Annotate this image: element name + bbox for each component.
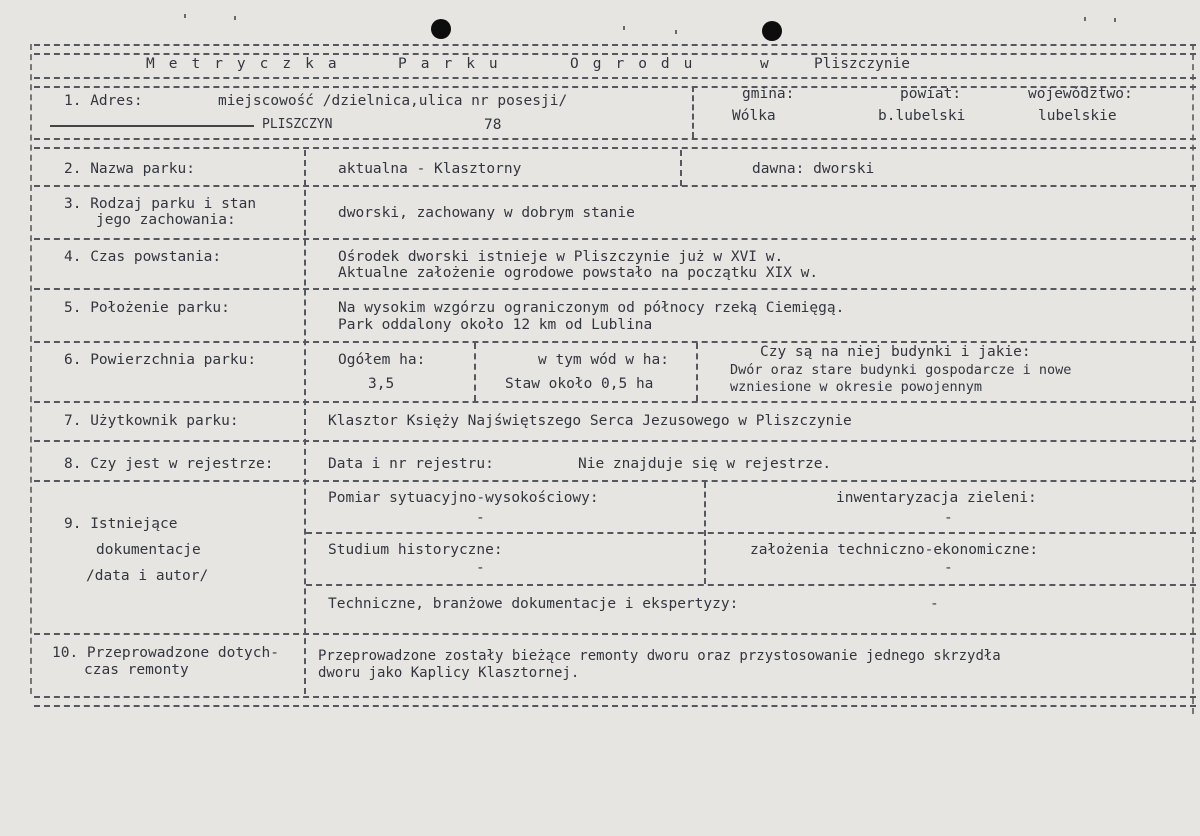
rule-row6: [34, 401, 1196, 403]
title-word-2: Parku: [398, 56, 512, 72]
r2-label: 2. Nazwa parku:: [64, 161, 195, 177]
r1-label: 1. Adres:: [64, 93, 143, 109]
r6-water-value: Staw około 0,5 ha: [505, 376, 654, 392]
title-word-1: Metryczka: [146, 56, 351, 72]
speck: [1084, 17, 1086, 21]
col-rule-r6a: [474, 343, 476, 401]
r9-pomiar-value: -: [476, 510, 485, 526]
rule-row9: [34, 633, 1196, 635]
rule-row5: [34, 341, 1196, 343]
rule-row9-b: [306, 584, 1196, 586]
r10-label-2: czas remonty: [84, 662, 189, 678]
r5-label: 5. Położenie parku:: [64, 300, 230, 316]
r9-label-2: dokumentacje: [96, 542, 201, 558]
left-margin-marks: [30, 44, 32, 694]
r7-label: 7. Użytkownik parku:: [64, 413, 239, 429]
rule-row2: [34, 185, 1196, 187]
r4-line-1: Ośrodek dworski istnieje w Pliszczynie już w XVI w.: [338, 249, 784, 265]
speck: [1114, 18, 1116, 22]
r9-techniczne-value: -: [930, 596, 939, 612]
r6-buildings-line-1: Dwór oraz stare budynki gospodarcze i nowe: [730, 362, 1072, 378]
r5-line-1: Na wysokim wzgórzu ograniczonym od północy rzeką Ciemięgą.: [338, 300, 845, 316]
r9-inwentaryzacja-value: -: [944, 510, 953, 526]
r9-zalozenia-label: założenia techniczno-ekonomiczne:: [750, 542, 1039, 558]
r3-label-1: 3. Rodzaj parku i stan: [64, 196, 257, 212]
col-rule-r1: [692, 86, 694, 138]
speck: [234, 16, 236, 20]
r1-address-number: 78: [484, 117, 502, 133]
rule-title: [34, 77, 1196, 88]
title-word-3: Ogrodu: [570, 56, 707, 72]
r8-registry-label: Data i nr rejestru:: [328, 456, 494, 472]
rule-row8: [34, 480, 1196, 482]
rule-row9-a: [306, 532, 1196, 534]
r1-gmina-value: Wólka: [732, 108, 776, 124]
r1-powiat-label: powiat:: [900, 86, 962, 102]
rule-row4: [34, 288, 1196, 290]
r6-total-label: Ogółem ha:: [338, 352, 426, 368]
speck: [675, 30, 677, 34]
r10-line-1: Przeprowadzone zostały bieżące remonty dworu oraz przystosowanie jednego skrzydła: [318, 648, 1001, 664]
r9-label-1: 9. Istniejące: [64, 516, 178, 532]
r1-powiat-value: b.lubelski: [878, 108, 966, 124]
r1-blank-line: [50, 125, 254, 127]
r10-line-2: dworu jako Kaplicy Klasztornej.: [318, 665, 580, 681]
r7-value: Klasztor Księży Najświętszego Serca Jezusowego w Pliszczynie: [328, 413, 852, 429]
rule-bottom: [34, 696, 1196, 707]
r1-address-header: miejscowość /dzielnica,ulica nr posesji/: [218, 93, 568, 109]
r6-total-value: 3,5: [368, 376, 395, 392]
r9-inwentaryzacja-label: inwentaryzacja zieleni:: [836, 490, 1037, 506]
r9-zalozenia-value: -: [944, 560, 953, 576]
r6-water-label: w tym wód w ha:: [538, 352, 669, 368]
title-word-5: Pliszczynie: [814, 56, 911, 72]
r4-label: 4. Czas powstania:: [64, 249, 222, 265]
rule-top: [34, 44, 1196, 55]
punch-hole-right: [762, 21, 782, 41]
r9-studium-label: Studium historyczne:: [328, 542, 503, 558]
r2-former-name: dawna: dworski: [752, 161, 875, 177]
col-rule-label: [304, 150, 306, 694]
r2-current-name: aktualna - Klasztorny: [338, 161, 522, 177]
r3-value: dworski, zachowany w dobrym stanie: [338, 205, 635, 221]
col-rule-r2: [680, 150, 682, 186]
r6-buildings-question: Czy są na niej budynki i jakie:: [760, 344, 1031, 360]
r9-pomiar-label: Pomiar sytuacyjno-wysokościowy:: [328, 490, 599, 506]
rule-row1: [34, 138, 1196, 149]
speck: [623, 26, 625, 30]
r6-buildings-line-2: wzniesione w okresie powojennym: [730, 379, 982, 395]
r9-studium-value: -: [476, 560, 485, 576]
r1-gmina-label: gmina:: [742, 86, 795, 102]
r1-address-value: PLISZCZYN: [262, 117, 333, 132]
r6-label: 6. Powierzchnia parku:: [64, 352, 257, 368]
speck: [184, 14, 186, 18]
r1-woj-value: lubelskie: [1038, 108, 1117, 124]
col-rule-r9: [704, 482, 706, 584]
r8-registry-value: Nie znajduje się w rejestrze.: [578, 456, 832, 472]
title-word-4: w: [760, 56, 769, 72]
r3-label-2: jego zachowania:: [96, 212, 236, 228]
r10-label-1: 10. Przeprowadzone dotych-: [52, 645, 279, 661]
col-rule-r6b: [696, 343, 698, 401]
r5-line-2: Park oddalony około 12 km od Lublina: [338, 317, 653, 333]
rule-row3: [34, 238, 1196, 240]
r9-label-3: /data i autor/: [86, 568, 209, 584]
rule-row7: [34, 440, 1196, 442]
r9-techniczne-label: Techniczne, branżowe dokumentacje i ekspertyzy:: [328, 596, 739, 612]
punch-hole-left: [431, 19, 451, 39]
r8-label: 8. Czy jest w rejestrze:: [64, 456, 274, 472]
r4-line-2: Aktualne założenie ogrodowe powstało na początku XIX w.: [338, 265, 819, 281]
r1-woj-label: województwo:: [1028, 86, 1133, 102]
